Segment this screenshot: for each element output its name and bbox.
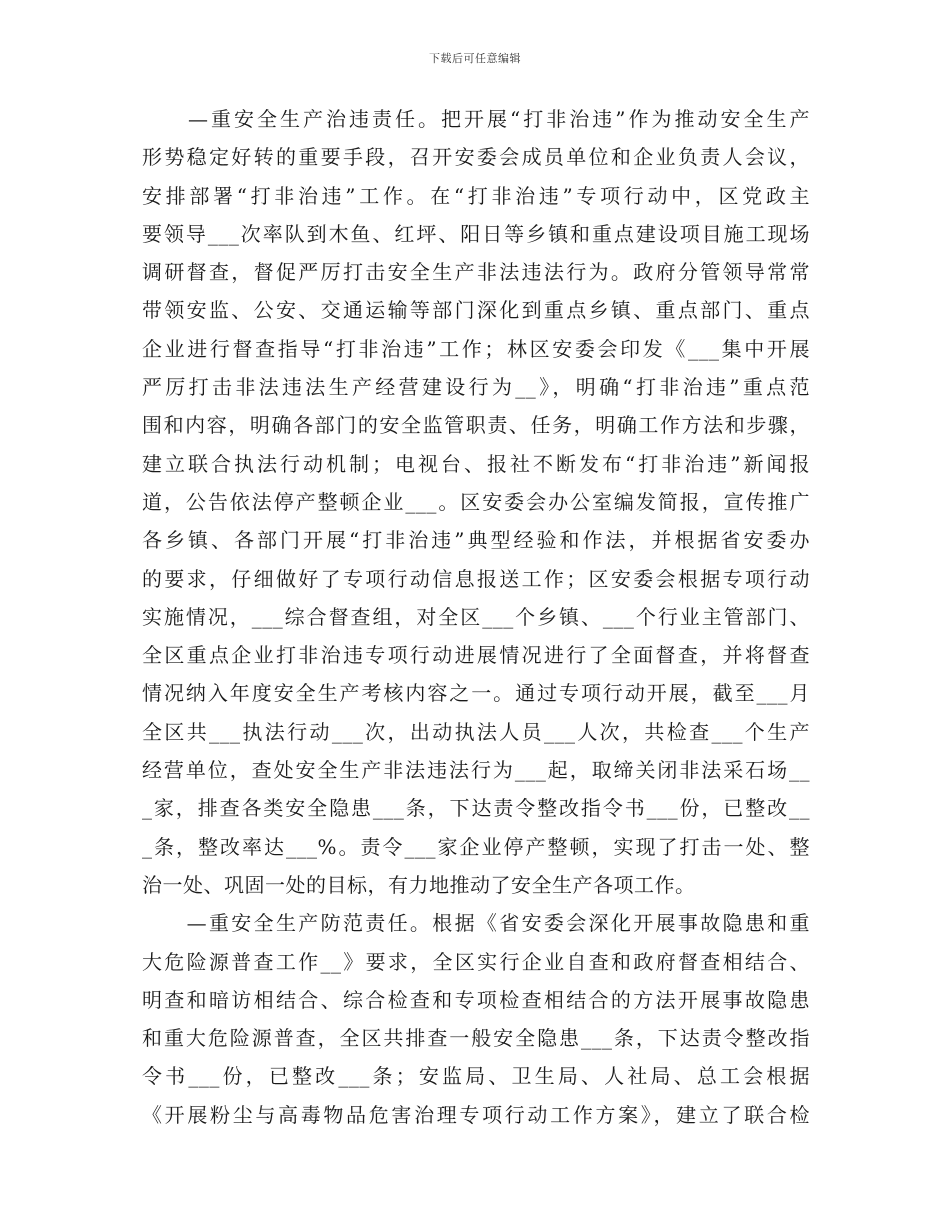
text-line: 企业进行督查指导“打非治违”工作；林区安委会印发《___集中开展 <box>142 336 810 361</box>
text-line: 围和内容，明确各部门的安全监管职责、任务，明确工作方法和步骤， <box>142 413 810 438</box>
text-line: 要领导___次率队到木鱼、红坪、阳日等乡镇和重点建设项目施工现场 <box>142 221 810 246</box>
text-line: 道，公告依法停产整顿企业___。区安委会办公室编发简报，宣传推广 <box>142 489 810 514</box>
text-line: 明查和暗访相结合、综合检查和专项检查相结合的方法开展事故隐患 <box>142 987 810 1012</box>
text-line: 经营单位，查处安全生产非法违法行为___起，取缔关闭非法采石场__ <box>142 758 810 783</box>
text-line: 令书___份，已整改___条；安监局、卫生局、人社局、总工会根据 <box>142 1064 810 1089</box>
document-body <box>142 100 810 1134</box>
text-line: 全区重点企业打非治违专项行动进展情况进行了全面督查，并将督查 <box>142 643 810 668</box>
text-line: 《开展粉尘与高毒物品危害治理专项行动工作方案》，建立了联合检 <box>142 1102 810 1127</box>
page-header: 下载后可任意编辑 <box>429 52 521 65</box>
text-line: 治一处、巩固一处的目标，有力地推动了安全生产各项工作。 <box>142 872 696 897</box>
text-line: 建立联合执法行动机制；电视台、报社不断发布“打非治违”新闻报 <box>142 451 810 476</box>
text-line: 和重大危险源普查，全区共排查一般安全隐患___条，下达责令整改指 <box>142 1026 810 1051</box>
text-line: 带领安监、公安、交通运输等部门深化到重点乡镇、重点部门、重点 <box>142 298 810 323</box>
text-line: 全区共___执法行动___次，出动执法人员___人次，共检查___个生产 <box>142 719 810 744</box>
text-line: 各乡镇、各部门开展“打非治违”典型经验和作法，并根据省安委办 <box>142 528 810 553</box>
text-line: 严厉打击非法违法生产经营建设行为__》，明确“打非治违”重点范 <box>142 375 810 400</box>
text-line: —重安全生产防范责任。根据《省安委会深化开展事故隐患和重 <box>142 911 810 936</box>
text-line: _条，整改率达___%。责令___家企业停产整顿，实现了打击一处、整 <box>142 834 810 859</box>
text-line: _家，排查各类安全隐患___条，下达责令整改指令书___份，已整改__ <box>142 796 810 821</box>
text-line: —重安全生产治违责任。把开展“打非治违”作为推动安全生产 <box>142 107 810 131</box>
text-line: 实施情况，___综合督查组，对全区___个乡镇、___个行业主管部门、 <box>142 604 810 629</box>
text-line: 大危险源普查工作__》要求，全区实行企业自查和政府督查相结合、 <box>142 949 810 974</box>
text-line: 的要求，仔细做好了专项行动信息报送工作；区安委会根据专项行动 <box>142 566 810 591</box>
text-line: 安排部署“打非治违”工作。在“打非治违”专项行动中，区党政主 <box>142 183 810 208</box>
text-line: 调研督查，督促严厉打击安全生产非法违法行为。政府分管领导常常 <box>142 260 810 285</box>
text-line: 情况纳入年度安全生产考核内容之一。通过专项行动开展，截至___月 <box>142 681 810 706</box>
text-line: 形势稳定好转的重要手段，召开安委会成员单位和企业负责人会议， <box>142 145 810 170</box>
